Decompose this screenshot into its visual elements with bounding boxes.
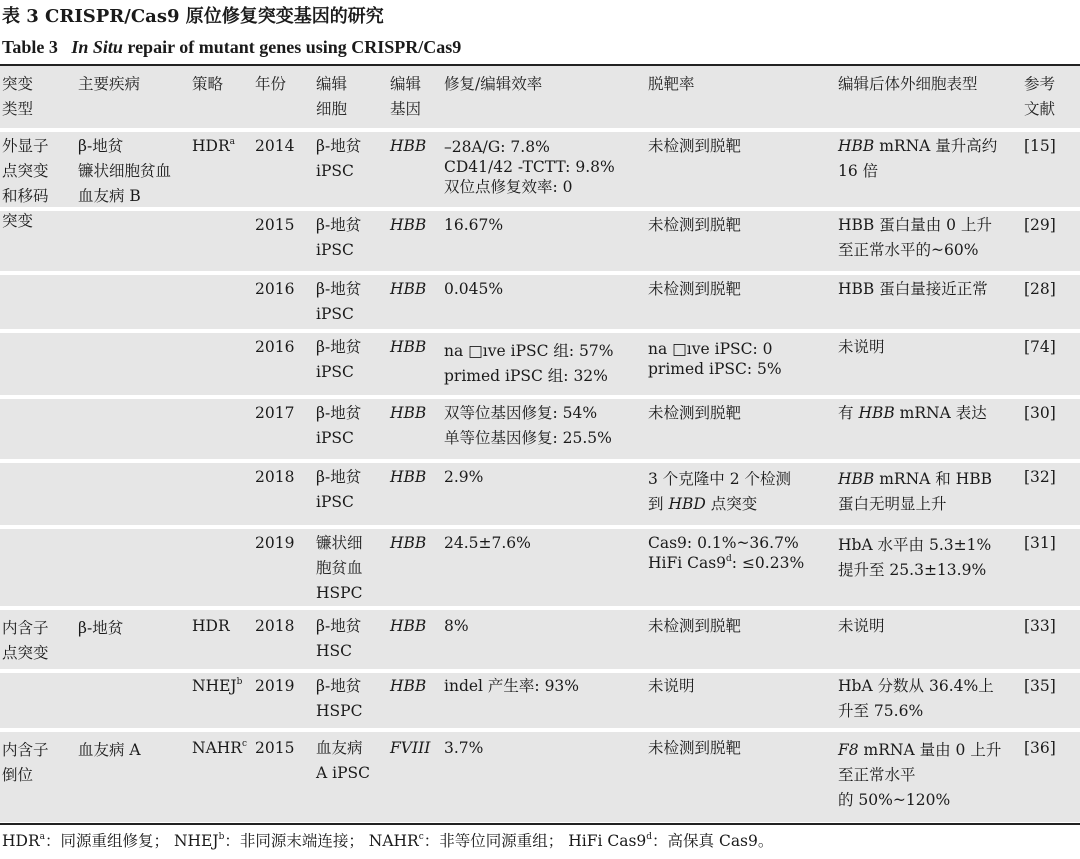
group-diseases: β-地贫 镰状细胞贫血 血友病 B — [78, 137, 172, 205]
header-edit-gene: 编辑 基因 — [390, 75, 422, 118]
cell-edit-cell: β-地贫 iPSC — [316, 137, 362, 180]
cell-efficiency: na □ıve iPSC 组: 57% primed iPSC 组: 32% — [444, 342, 614, 385]
cell-gene: HBB — [390, 338, 427, 356]
cell-gene: HBB — [390, 617, 427, 635]
cell-year: 2017 — [255, 404, 295, 422]
cell-reference: [35] — [1024, 677, 1056, 695]
cell-offtarget: 3 个克隆中 2 个检测 到 HBD 点突变 — [648, 470, 792, 513]
cell-offtarget: 未检测到脱靶 — [648, 739, 742, 757]
cell-offtarget: Cas9: 0.1%~36.7% HiFi $Cas9^d$: ≤0.23% — [648, 534, 805, 572]
cell-edit-cell: β-地贫 iPSC — [316, 468, 362, 511]
cell-gene: HBB — [390, 677, 427, 695]
cell-gene: HBB — [390, 216, 427, 234]
header-edit-cell: 编辑 细胞 — [316, 75, 348, 118]
cell-year: 2015 — [255, 739, 295, 757]
table-caption-zh: 表 3 CRISPR/Cas9 原位修复突变基因的研究 — [2, 6, 384, 27]
group-diseases: 血友病 A — [78, 741, 141, 759]
cell-year: 2016 — [255, 280, 295, 298]
group-mutation-type: 内含子 倒位 — [2, 741, 49, 784]
cell-edit-cell: β-地贫 iPSC — [316, 280, 362, 323]
cell-phenotype: HBB mRNA 量升高约 16 倍 — [838, 137, 998, 180]
cell-offtarget: 未检测到脱靶 — [648, 280, 742, 298]
cell-phenotype: HBB mRNA 和 HBB 蛋白无明显上升 — [838, 470, 993, 513]
header-disease: 主要疾病 — [78, 75, 141, 93]
table-top-rule — [0, 64, 1080, 66]
cell-gene: HBB — [390, 534, 427, 552]
header-strategy: 策略 — [192, 75, 224, 93]
cell-edit-cell: β-地贫 iPSC — [316, 338, 362, 381]
header-phenotype: 编辑后体外细胞表型 — [838, 75, 978, 93]
cell-offtarget: 未检测到脱靶 — [648, 404, 742, 422]
cell-reference: [31] — [1024, 534, 1056, 552]
cell-year: 2018 — [255, 617, 295, 635]
group-diseases: β-地贫 — [78, 619, 124, 637]
cell-phenotype: HBB 蛋白量接近正常 — [838, 280, 988, 298]
row-band — [0, 610, 1080, 669]
cell-year: 2019 — [255, 534, 295, 552]
table-caption-en: Table 3 In Situ repair of mutant genes using CRISPR/Cas9 — [2, 37, 462, 57]
cell-efficiency: 双等位基因修复: 54% 单等位基因修复: 25.5% — [444, 404, 612, 447]
cell-reference: [30] — [1024, 404, 1056, 422]
cell-strategy: NAHR$^c$ — [192, 739, 247, 757]
cell-efficiency: 8% — [444, 617, 469, 635]
cell-efficiency: 16.67% — [444, 216, 504, 234]
cell-strategy: HDR — [192, 617, 230, 635]
cell-efficiency: 0.045% — [444, 280, 504, 298]
cell-phenotype: 有 HBB mRNA 表达 — [838, 404, 987, 422]
cell-year: 2014 — [255, 137, 295, 155]
cell-efficiency: –28A/G: 7.8% CD41/42 -TCTT: 9.8% 双位点修复效率: 0 — [444, 138, 615, 196]
cell-edit-cell: β-地贫 iPSC — [316, 404, 362, 447]
cell-phenotype: HBB 蛋白量由 0 上升 至正常水平的~60% — [838, 216, 992, 259]
cell-efficiency: 2.9% — [444, 468, 484, 486]
cell-gene: FVIII — [390, 739, 431, 757]
cell-reference: [33] — [1024, 617, 1056, 635]
cell-efficiency: indel 产生率: 93% — [444, 677, 580, 695]
cell-year: 2018 — [255, 468, 295, 486]
cell-edit-cell: β-地贫 HSC — [316, 617, 362, 660]
cell-gene: HBB — [390, 137, 427, 155]
group-strategy: HDR$^a$ — [192, 137, 235, 155]
cell-offtarget: na □ıve iPSC: 0 primed iPSC: 5% — [648, 340, 782, 378]
cell-year: 2015 — [255, 216, 295, 234]
cell-offtarget: 未检测到脱靶 — [648, 137, 742, 155]
cell-gene: HBB — [390, 280, 427, 298]
cell-phenotype: HbA 分数从 36.4%上 升至 75.6% — [838, 677, 994, 720]
cell-reference: [15] — [1024, 137, 1056, 155]
cell-reference: [29] — [1024, 216, 1056, 234]
cell-offtarget: 未检测到脱靶 — [648, 617, 742, 635]
cell-gene: HBB — [390, 404, 427, 422]
cell-year: 2019 — [255, 677, 295, 695]
cell-efficiency: 3.7% — [444, 739, 484, 757]
table-footnote: HDR$^a$：同源重组修复； NHEJ$^b$：非同源末端连接； NAHR$^c$：非等位同源重组； HiFi Cas9$^d$：高保真 Cas9。 — [2, 832, 774, 850]
cell-year: 2016 — [255, 338, 295, 356]
cell-edit-cell: 血友病 A iPSC — [316, 739, 370, 782]
group-mutation-type: 内含子 点突变 — [2, 619, 49, 662]
header-efficiency: 修复/编辑效率 — [444, 75, 543, 93]
cell-reference: [32] — [1024, 468, 1056, 486]
cell-efficiency: 24.5±7.6% — [444, 534, 531, 552]
cell-reference: [36] — [1024, 739, 1056, 757]
cell-edit-cell: β-地贫 iPSC — [316, 216, 362, 259]
cell-edit-cell: β-地贫 HSPC — [316, 677, 363, 720]
cell-phenotype: 未说明 — [838, 338, 885, 356]
cell-reference: [74] — [1024, 338, 1056, 356]
header-reference: 参考 文献 — [1024, 75, 1056, 118]
cell-offtarget: 未检测到脱靶 — [648, 216, 742, 234]
cell-phenotype: F8 mRNA 量由 0 上升 至正常水平 的 50%~120% — [838, 741, 1002, 809]
header-offtarget: 脱靶率 — [648, 75, 695, 93]
group-mutation-type: 外显子 点突变 和移码 突变 — [2, 137, 49, 230]
cell-phenotype: HbA 水平由 5.3±1% 提升至 25.3±13.9% — [838, 536, 992, 579]
cell-phenotype: 未说明 — [838, 617, 885, 635]
cell-strategy: NHEJ$^b$ — [192, 677, 243, 695]
header-year: 年份 — [255, 75, 287, 93]
cell-offtarget: 未说明 — [648, 677, 695, 695]
cell-gene: HBB — [390, 468, 427, 486]
header-mutation-type: 突变 类型 — [2, 75, 34, 118]
table-bottom-rule — [0, 823, 1080, 825]
cell-edit-cell: 镰状细 胞贫血 HSPC — [316, 534, 363, 602]
cell-reference: [28] — [1024, 280, 1056, 298]
